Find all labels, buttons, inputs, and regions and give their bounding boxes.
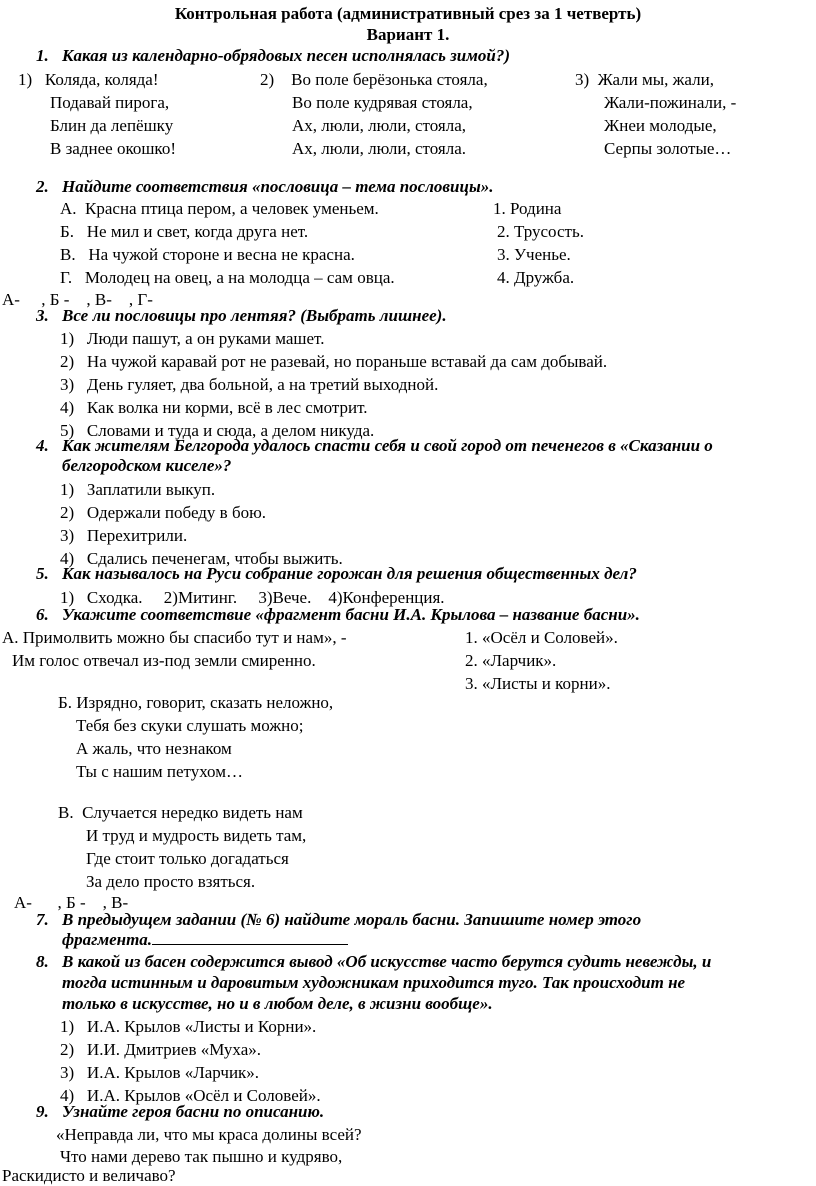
q6-fragment-b-line2: Тебя без скуки слушать можно; [76, 716, 304, 735]
question-1-number: 1. [36, 46, 49, 65]
q8-option-1: 1) И.А. Крылов «Листы и Корни». [60, 1017, 317, 1036]
q3-option-5: 5) Словами и туда и сюда, а делом никуда. [60, 421, 375, 440]
question-4-number: 4. [36, 436, 49, 455]
q6-fragment-a-line2: Им голос отвечал из-под земли смиренно. [12, 651, 316, 670]
question-4-text-line2: белгородском киселе»? [62, 456, 232, 475]
question-6-text: Укажите соответствие «фрагмент басни И.А. Крылова – название басни». [62, 605, 640, 624]
q2-theme-3: 3. Ученье. [497, 245, 571, 264]
q3-option-3: 3) День гуляет, два больной, а на третий выходной. [60, 375, 439, 394]
q2-proverb-b: Б. Не мил и свет, когда друга нет. [60, 222, 309, 241]
q8-option-4: 4) И.А. Крылов «Осёл и Соловей». [60, 1086, 321, 1105]
q6-answer-line: А- , Б - , В- [14, 893, 129, 912]
question-5-text: Как называлось на Руси собрание горожан для решения общественных дел? [62, 564, 637, 583]
question-8-text-line2: тогда истинным и даровитым художникам приходится туго. Так происходит не [62, 973, 686, 992]
q3-option-4: 4) Как волка ни корми, всё в лес смотрит. [60, 398, 368, 417]
question-8-text-line1: В какой из басен содержится вывод «Об искусстве часто берутся судить невежды, и [62, 952, 712, 971]
q6-fable-3: 3. «Листы и корни». [465, 674, 611, 693]
q2-proverb-a: А. Красна птица пером, а человек уменьем. [60, 199, 379, 218]
q4-option-4: 4) Сдались печенегам, чтобы выжить. [60, 549, 343, 568]
q3-option-1: 1) Люди пашут, а он руками машет. [60, 329, 325, 348]
q1-song3-line2: Жали-пожинали, - [604, 93, 737, 112]
question-2-number: 2. [36, 177, 49, 196]
q4-option-2: 2) Одержали победу в бою. [60, 503, 267, 522]
q1-song3-line4: Серпы золотые… [604, 139, 732, 158]
variant-label: Вариант 1. [366, 25, 450, 44]
q7-answer-blank[interactable] [152, 930, 348, 945]
question-7-fragment-word: фрагмента. [62, 930, 153, 949]
question-5-number: 5. [36, 564, 49, 583]
q1-song1-line2: Подавай пирога, [50, 93, 170, 112]
q6-fragment-b-line1: Б. Изрядно, говорит, сказать неложно, [58, 693, 334, 712]
q9-quote-line2: Что нами дерево так пышно и кудряво, [60, 1147, 343, 1166]
q9-quote-line3: Раскидисто и величаво? [2, 1166, 176, 1185]
q1-song3-line1: 3) Жали мы, жали, [575, 70, 714, 89]
question-4-text-line1: Как жителям Белгорода удалось спасти себя и свой город от печенегов в «Сказании о [62, 436, 713, 455]
q5-options: 1) Сходка. 2)Митинг. 3)Вече. 4)Конференция. [60, 588, 445, 607]
question-7-number: 7. [36, 910, 49, 929]
question-8-text-line3: только в искусстве, но и в любом деле, в жизни вообще». [62, 994, 493, 1013]
q6-fable-2: 2. «Ларчик». [465, 651, 557, 670]
page-title: Контрольная работа (административный срез за 1 четверть) [174, 4, 642, 23]
question-8-number: 8. [36, 952, 49, 971]
q1-song1-line3: Блин да лепёшку [50, 116, 174, 135]
q2-theme-2: 2. Трусость. [497, 222, 584, 241]
question-3-text: Все ли пословицы про лентяя? (Выбрать лишнее). [62, 306, 447, 325]
q2-answer-line: А- , Б - , В- , Г- [2, 290, 153, 309]
q1-song2-line3: Ах, люли, люли, стояла, [292, 116, 466, 135]
question-3-number: 3. [36, 306, 49, 325]
question-9-number: 9. [36, 1102, 49, 1121]
q8-option-2: 2) И.И. Дмитриев «Муха». [60, 1040, 261, 1059]
q1-song3-line3: Жнеи молодые, [604, 116, 717, 135]
q2-proverb-g: Г. Молодец на овец, а на молодца – сам овца. [60, 268, 395, 287]
q4-option-1: 1) Заплатили выкуп. [60, 480, 216, 499]
q6-fragment-b-line4: Ты с нашим петухом… [76, 762, 243, 781]
q2-theme-4: 4. Дружба. [497, 268, 575, 287]
q1-song2-line1: 2) Во поле берёзонька стояла, [260, 70, 488, 89]
question-2-text: Найдите соответствия «пословица – тема пословицы». [62, 177, 494, 196]
question-1-text: Какая из календарно-обрядовых песен исполнялась зимой?) [62, 46, 511, 65]
question-7-text-line2 [62, 930, 348, 950]
question-6-number: 6. [36, 605, 49, 624]
question-7-text-line1: В предыдущем задании (№ 6) найдите мораль басни. Запишите номер этого [62, 910, 642, 929]
q2-proverb-v: В. На чужой стороне и весна не красна. [60, 245, 355, 264]
q6-fable-1: 1. «Осёл и Соловей». [465, 628, 618, 647]
q6-fragment-a-line1: А. Примолвить можно бы спасибо тут и нам», - [2, 628, 347, 647]
q8-option-3: 3) И.А. Крылов «Ларчик». [60, 1063, 260, 1082]
q6-fragment-v-line3: Где стоит только догадаться [86, 849, 289, 868]
q3-option-2: 2) На чужой каравай рот не разевай, но пораньше вставай да сам добывай. [60, 352, 608, 371]
q6-fragment-v-line1: В. Случается нередко видеть нам [58, 803, 303, 822]
q6-fragment-v-line2: И труд и мудрость видеть там, [86, 826, 307, 845]
q6-fragment-v-line4: За дело просто взяться. [86, 872, 256, 891]
q1-song1-line1: 1) Коляда, коляда! [18, 70, 159, 89]
q1-song2-line4: Ах, люли, люли, стояла. [292, 139, 466, 158]
question-9-text: Узнайте героя басни по описанию. [62, 1102, 325, 1121]
q6-fragment-b-line3: А жаль, что незнаком [76, 739, 232, 758]
q4-option-3: 3) Перехитрили. [60, 526, 188, 545]
q9-quote-line1: «Неправда ли, что мы краса долины всей? [56, 1125, 362, 1144]
q1-song1-line4: В заднее окошко! [50, 139, 176, 158]
q1-song2-line2: Во поле кудрявая стояла, [292, 93, 473, 112]
q2-theme-1: 1. Родина [493, 199, 562, 218]
